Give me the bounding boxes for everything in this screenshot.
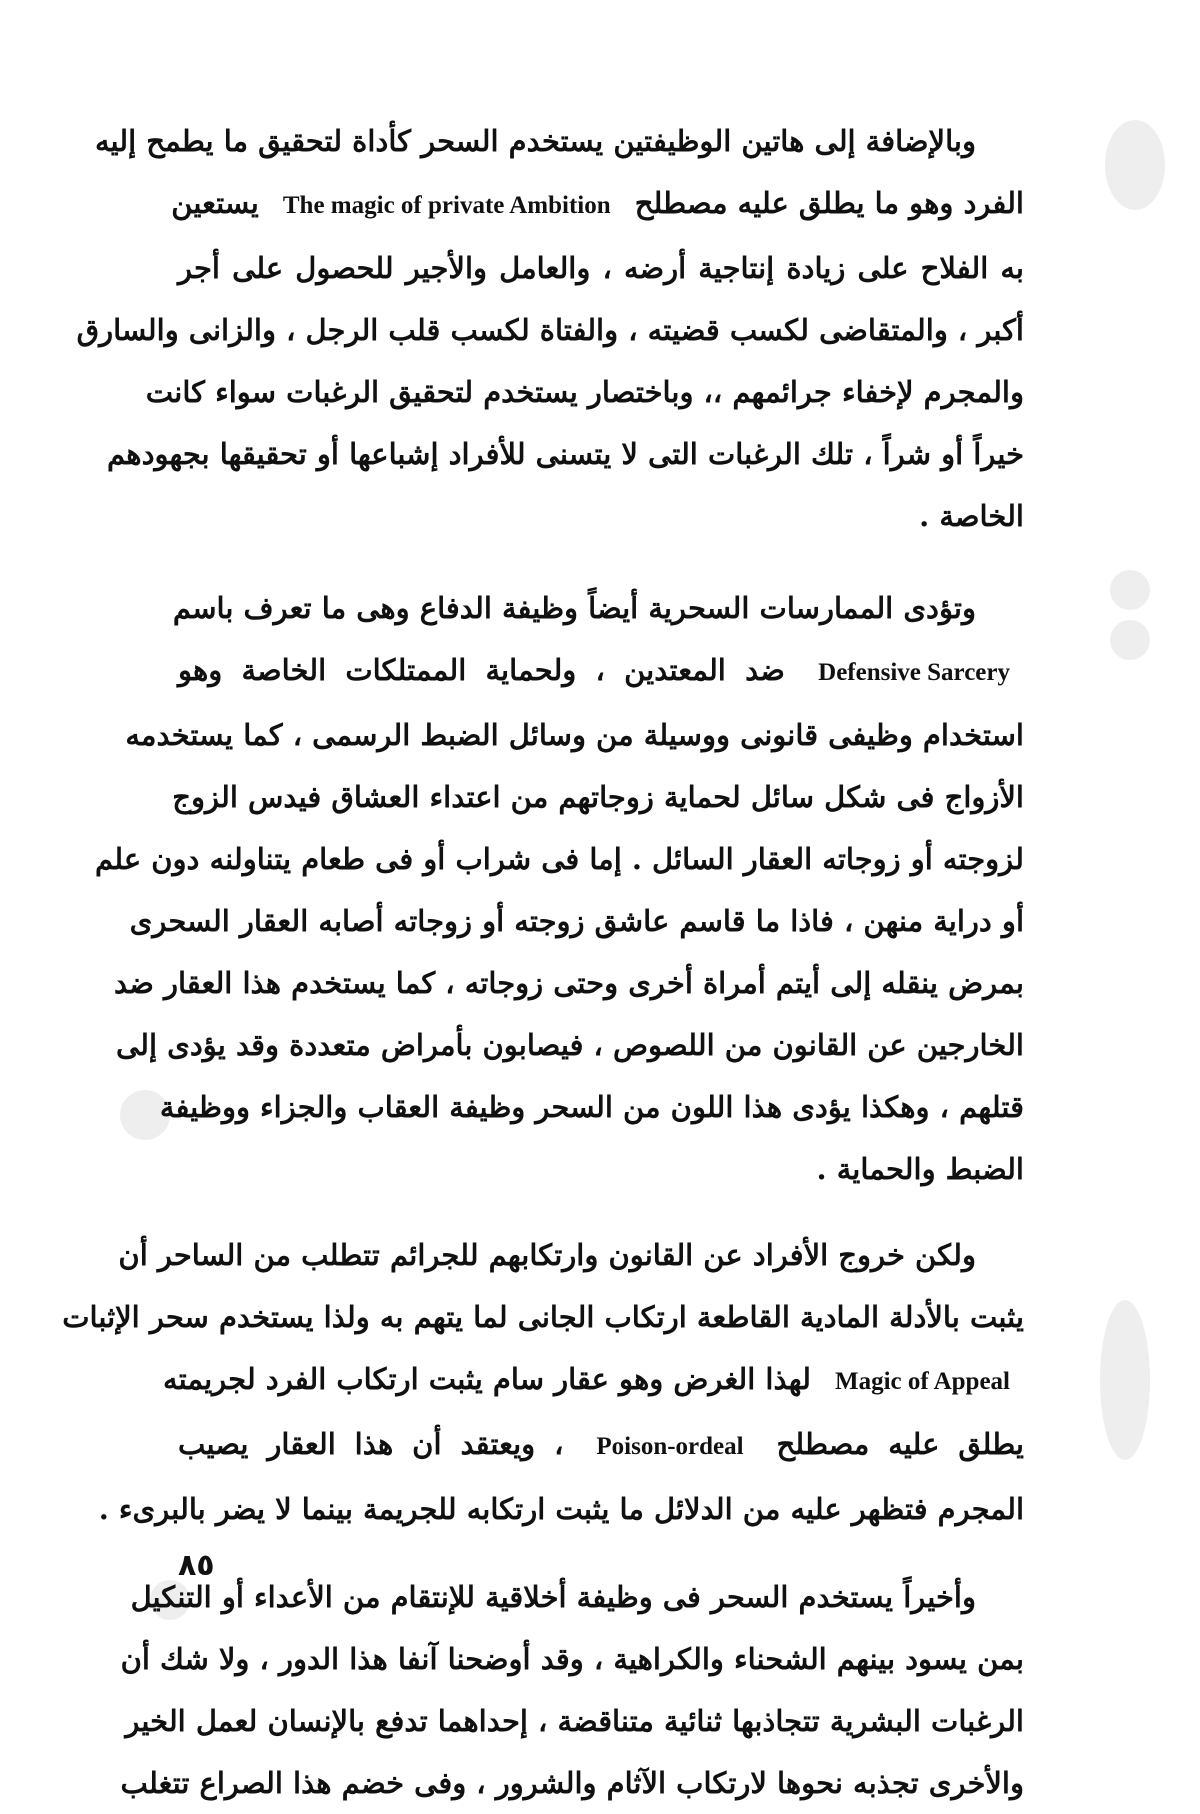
text-line: الضبط والحماية . <box>816 1152 1024 1186</box>
text-line: ولكن خروج الأفراد عن القانون وارتكابهم للجرائم تتطلب من الساحر أن <box>118 1238 976 1272</box>
body-text <box>62 110 1024 1814</box>
scan-blot <box>1110 620 1150 660</box>
text-line: والأخرى تجذبه نحوها لارتكاب الآثام والشرور ، وفى خضم هذا الصراع تتغلب <box>120 1766 1024 1800</box>
text-line: المجرم فتظهر عليه من الدلائل ما يثبت ارتكابه للجريمة بينما لا يضر بالبرىء . <box>98 1492 1024 1526</box>
text-line: Magic of Appeal لهذا الغرض وهو عقار سام يثبت ارتكاب الفرد لجريمته <box>178 1348 1024 1413</box>
text-line: الأزواج فى شكل سائل لحماية زوجاتهم من اعتداء العشاق فيدس الزوج <box>172 780 1024 814</box>
text-line: وأخيراً يستخدم السحر فى وظيفة أخلاقية للإنتقام من الأعداء أو التنكيل <box>130 1580 976 1614</box>
scan-blot <box>1110 570 1150 610</box>
scan-blot <box>1105 120 1165 210</box>
paragraph <box>76 110 1024 547</box>
text-line: بمرض ينقله إلى أيتم أمراة أخرى وحتى زوجاته ، كما يستخدم هذا العقار ضد <box>114 966 1024 1000</box>
latin-term: Defensive Sarcery <box>818 659 1010 686</box>
latin-term: The magic of private Ambition <box>282 192 611 219</box>
paragraph <box>62 1224 1024 1540</box>
text-line: يطلق عليه مصطلح Poison-ordeal ، ويعتقد أن هذا العقار يصيب <box>178 1413 1024 1478</box>
text-line: الخاصة . <box>919 499 1024 533</box>
text-line: والمجرم لإخفاء جرائمهم ،، وباختصار يستخدم لتحقيق الرغبات سواء كانت <box>145 375 1024 409</box>
text-line: خيراً أو شراً ، تلك الرغبات التى لا يتسنى للأفراد إشباعها أو تحقيقها بجهودهم <box>106 437 1024 471</box>
text-line: الخارجين عن القانون من اللصوص ، فيصابون بأمراض متعددة وقد يؤدى إلى <box>116 1028 1024 1062</box>
text-line: وتؤدى الممارسات السحرية أيضاً وظيفة الدفاع وهى ما تعرف باسم <box>172 591 976 625</box>
text-line: لزوجته أو زوجاته العقار السائل . إما فى شراب أو فى طعام يتناولنه دون علم <box>94 842 1024 876</box>
latin-term: Magic of Appeal <box>835 1368 1010 1395</box>
paragraph <box>94 577 1024 1200</box>
scan-blot <box>1100 1300 1150 1460</box>
text-line: استخدام وظيفى قانونى ووسيلة من وسائل الضبط الرسمى ، كما يستخدمه <box>125 718 1024 752</box>
text-line: أكبر ، والمتقاضى لكسب قضيته ، والفتاة لكسب قلب الرجل ، والزانى والسارق <box>76 313 1024 347</box>
text-line: الرغبات البشرية تتجاذبها ثنائية متناقضة ، إحداهما تدفع بالإنسان لعمل الخير <box>125 1704 1024 1738</box>
text-line: أو دراية منهن ، فاذا ما قاسم عاشق زوجته أو زوجاته أصابه العقار السحرى <box>129 904 1024 938</box>
latin-term: Poison-ordeal <box>596 1433 744 1460</box>
paragraph <box>120 1566 1024 1814</box>
text-line: يثبت بالأدلة المادية القاطعة ارتكاب الجانى لما يتهم به ولذا يستخدم سحر الإثبات <box>62 1300 1024 1334</box>
text-line: وبالإضافة إلى هاتين الوظيفتين يستخدم السحر كأداة لتحقيق ما يطمح إليه <box>94 124 976 158</box>
page-number: ٨٥ <box>178 1548 215 1583</box>
text-line: بمن يسود بينهم الشحناء والكراهية ، وقد أوضحنا آنفا هذا الدور ، ولا شك أن <box>120 1642 1024 1676</box>
text-line: الفرد وهو ما يطلق عليه مصطلح The magic of private Ambition يستعين <box>178 172 1024 237</box>
text-line: Defensive Sarcery ضد المعتدين ، ولحماية الممتلكات الخاصة وهو <box>178 639 1024 704</box>
text-line: قتلهم ، وهكذا يؤدى هذا اللون من السحر وظيفة العقاب والجزاء ووظيفة <box>159 1090 1024 1124</box>
text-line: به الفلاح على زيادة إنتاجية أرضه ، والعامل والأجير للحصول على أجر <box>178 251 1024 285</box>
